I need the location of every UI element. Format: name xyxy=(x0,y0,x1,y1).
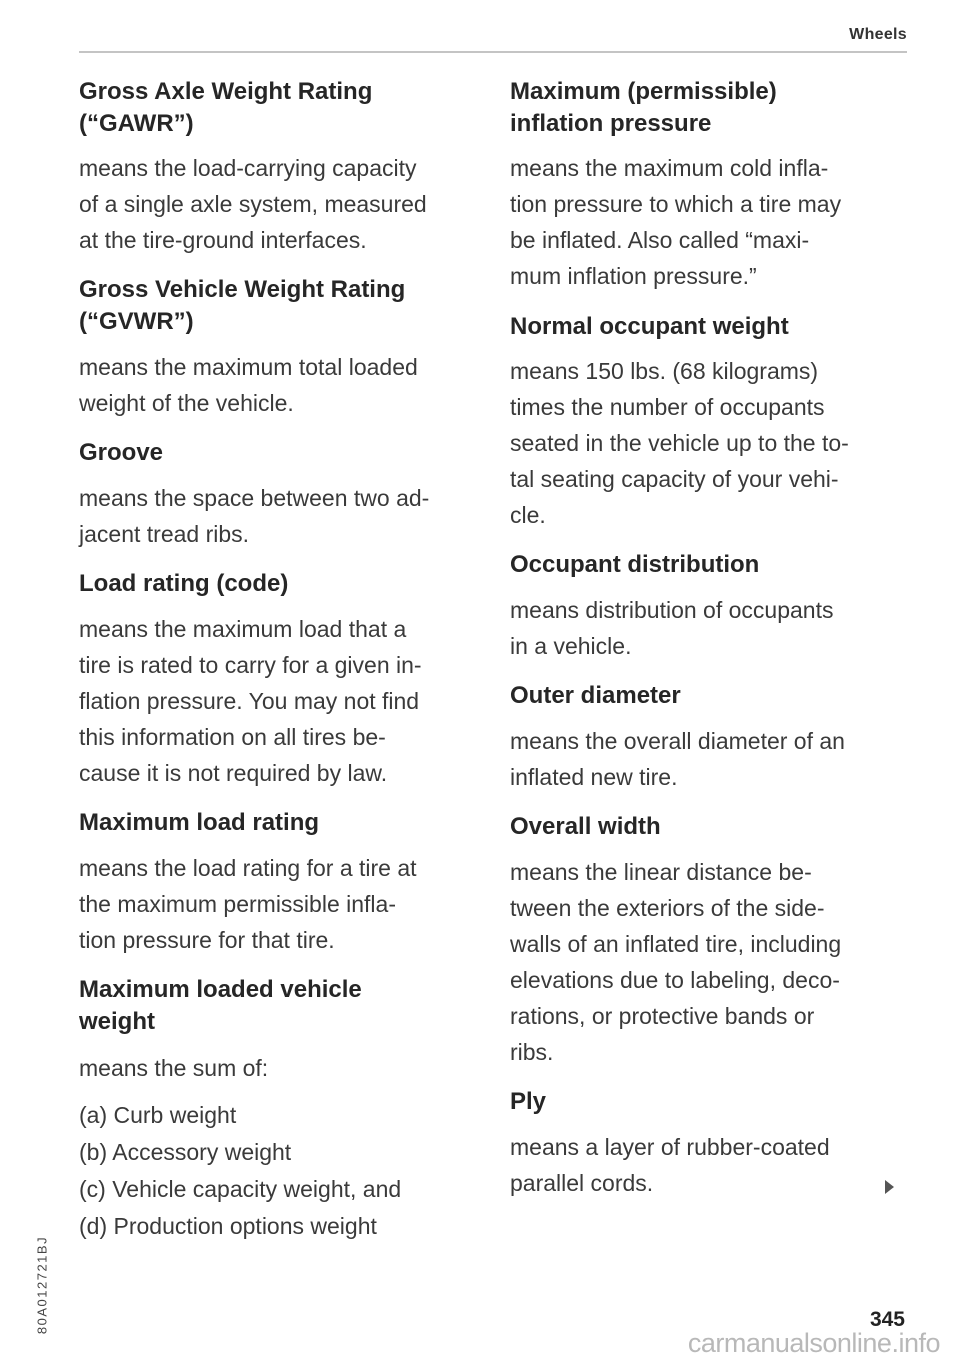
page-number: 345 xyxy=(869,1308,905,1331)
definition-text: (d) Production options weight xyxy=(79,1213,377,1239)
definition-text: tire is rated to carry for a given in- xyxy=(79,652,422,678)
definition-text: weight of the vehicle. xyxy=(79,390,294,416)
definition-text: tal seating capacity of your vehi- xyxy=(510,466,839,492)
continue-arrow-icon xyxy=(885,1180,894,1194)
definition-text: means the maximum cold infla- xyxy=(510,155,829,181)
term-heading: Overall width xyxy=(510,813,661,840)
watermark: carmanualsonline.info xyxy=(687,1328,940,1358)
definition-text: be inflated. Also called “maxi- xyxy=(510,227,810,253)
term-heading: weight xyxy=(79,1008,155,1035)
header-rule xyxy=(79,51,907,53)
definition-text: the maximum permissible infla- xyxy=(79,891,396,917)
term-heading: Normal occupant weight xyxy=(510,313,789,340)
term-heading: Maximum (permissible) xyxy=(510,78,777,105)
term-heading: Groove xyxy=(79,439,164,466)
document-code: 80A012721BJ xyxy=(34,1235,50,1335)
definition-text: means the maximum load that a xyxy=(79,616,407,642)
term-heading: Outer diameter xyxy=(510,682,681,709)
definition-text: means the load rating for a tire at xyxy=(79,855,417,881)
definition-text: cle. xyxy=(510,502,546,528)
definition-text: of a single axle system, measured xyxy=(79,191,427,217)
term-heading: Gross Vehicle Weight Rating xyxy=(79,276,406,303)
definition-text: means the sum of: xyxy=(79,1055,269,1081)
definition-text: ribs. xyxy=(510,1039,554,1065)
definition-text: inflated new tire. xyxy=(510,764,678,790)
definition-text: at the tire-ground interfaces. xyxy=(79,227,367,253)
definition-text: means the space between two ad- xyxy=(79,485,430,511)
term-heading: Ply xyxy=(510,1088,547,1115)
definition-text: cause it is not required by law. xyxy=(79,760,388,786)
definition-text: jacent tread ribs. xyxy=(79,521,250,547)
section-title: Wheels xyxy=(849,26,907,43)
definition-text: means the linear distance be- xyxy=(510,859,812,885)
definition-text: means 150 lbs. (68 kilograms) xyxy=(510,358,819,384)
definition-text: this information on all tires be- xyxy=(79,724,386,750)
definition-text: elevations due to labeling, deco- xyxy=(510,967,840,993)
definition-text: in a vehicle. xyxy=(510,633,632,659)
definition-text: means the maximum total loaded xyxy=(79,354,418,380)
definition-text: walls of an inflated tire, including xyxy=(510,931,842,957)
term-heading: Occupant distribution xyxy=(510,551,760,578)
definition-text: means a layer of rubber-coated xyxy=(510,1134,830,1160)
definition-text: means the overall diameter of an xyxy=(510,728,845,754)
term-heading: Maximum loaded vehicle xyxy=(79,976,362,1003)
definition-text: tion pressure for that tire. xyxy=(79,927,335,953)
term-heading: Maximum load rating xyxy=(79,809,320,836)
term-heading: Gross Axle Weight Rating xyxy=(79,78,373,105)
definition-text: means distribution of occupants xyxy=(510,597,834,623)
definition-text: parallel cords. xyxy=(510,1170,654,1196)
term-heading: (“GVWR”) xyxy=(79,308,194,335)
definition-text: tion pressure to which a tire may xyxy=(510,191,842,217)
definition-text: flation pressure. You may not find xyxy=(79,688,420,714)
definition-text: (b) Accessory weight xyxy=(79,1139,292,1165)
definition-text: rations, or protective bands or xyxy=(510,1003,815,1029)
definition-text: tween the exteriors of the side- xyxy=(510,895,825,921)
definition-text: mum inflation pressure.” xyxy=(510,263,757,289)
definition-text: seated in the vehicle up to the to- xyxy=(510,430,849,456)
definition-text: times the number of occupants xyxy=(510,394,825,420)
definition-text: means the load-carrying capacity xyxy=(79,155,417,181)
term-heading: (“GAWR”) xyxy=(79,110,194,137)
definition-text: (a) Curb weight xyxy=(79,1102,237,1128)
term-heading: inflation pressure xyxy=(510,110,712,137)
term-heading: Load rating (code) xyxy=(79,570,289,597)
definition-text: (c) Vehicle capacity weight, and xyxy=(79,1176,402,1202)
